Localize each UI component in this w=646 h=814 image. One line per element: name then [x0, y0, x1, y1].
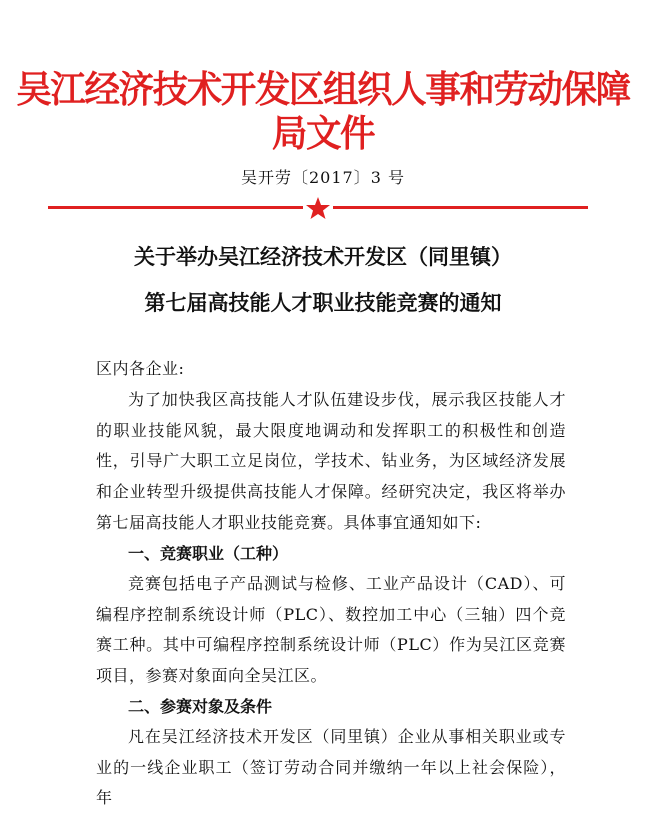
document-number: 吴开劳〔2017〕3 号 — [241, 168, 405, 187]
red-divider — [48, 197, 588, 219]
section-heading-2: 二、参赛对象及条件 — [128, 697, 273, 716]
divider-line-left — [48, 206, 303, 209]
masthead-title: 吴江经济技术开发区组织人事和劳动保障局文件 — [16, 68, 630, 155]
notice-title-line-1: 关于举办吴江经济技术开发区（同里镇） — [134, 244, 512, 269]
notice-title-line-2: 第七届高技能人才职业技能竞赛的通知 — [144, 290, 502, 315]
star-shape — [306, 197, 330, 219]
red-star-icon — [305, 197, 331, 219]
salutation: 区内各企业: — [96, 359, 185, 378]
divider-line-right — [333, 206, 588, 209]
section-heading-1: 一、竞赛职业（工种） — [128, 544, 289, 563]
intro-paragraph: 为了加快我区高技能人才队伍建设步伐，展示我区技能人才的职业技能风貌，最大限度地调动和发挥职工的积极性和创造性，引导广大职工立足岗位，学技术、钻业务，为区域经济发展和企业转型升级提供高技能人才保障。经研究决定，我区将举办第七届高技能人才职业技能竞赛。具体事宜通知如下: — [96, 390, 566, 532]
section-1-paragraph: 竞赛包括电子产品测试与检修、工业产品设计（CAD）、可编程序控制系统设计师（PLC）、数控加工中心（三轴）四个竞赛工种。其中可编程序控制系统设计师（PLC）作为吴江区竞赛项目，参赛对象面向全吴江区。 — [96, 574, 566, 686]
section-2-paragraph: 凡在吴江经济技术开发区（同里镇）企业从事相关职业或专业的一线企业职工（签订劳动合同并缴纳一年以上社会保险），年 — [96, 727, 566, 808]
